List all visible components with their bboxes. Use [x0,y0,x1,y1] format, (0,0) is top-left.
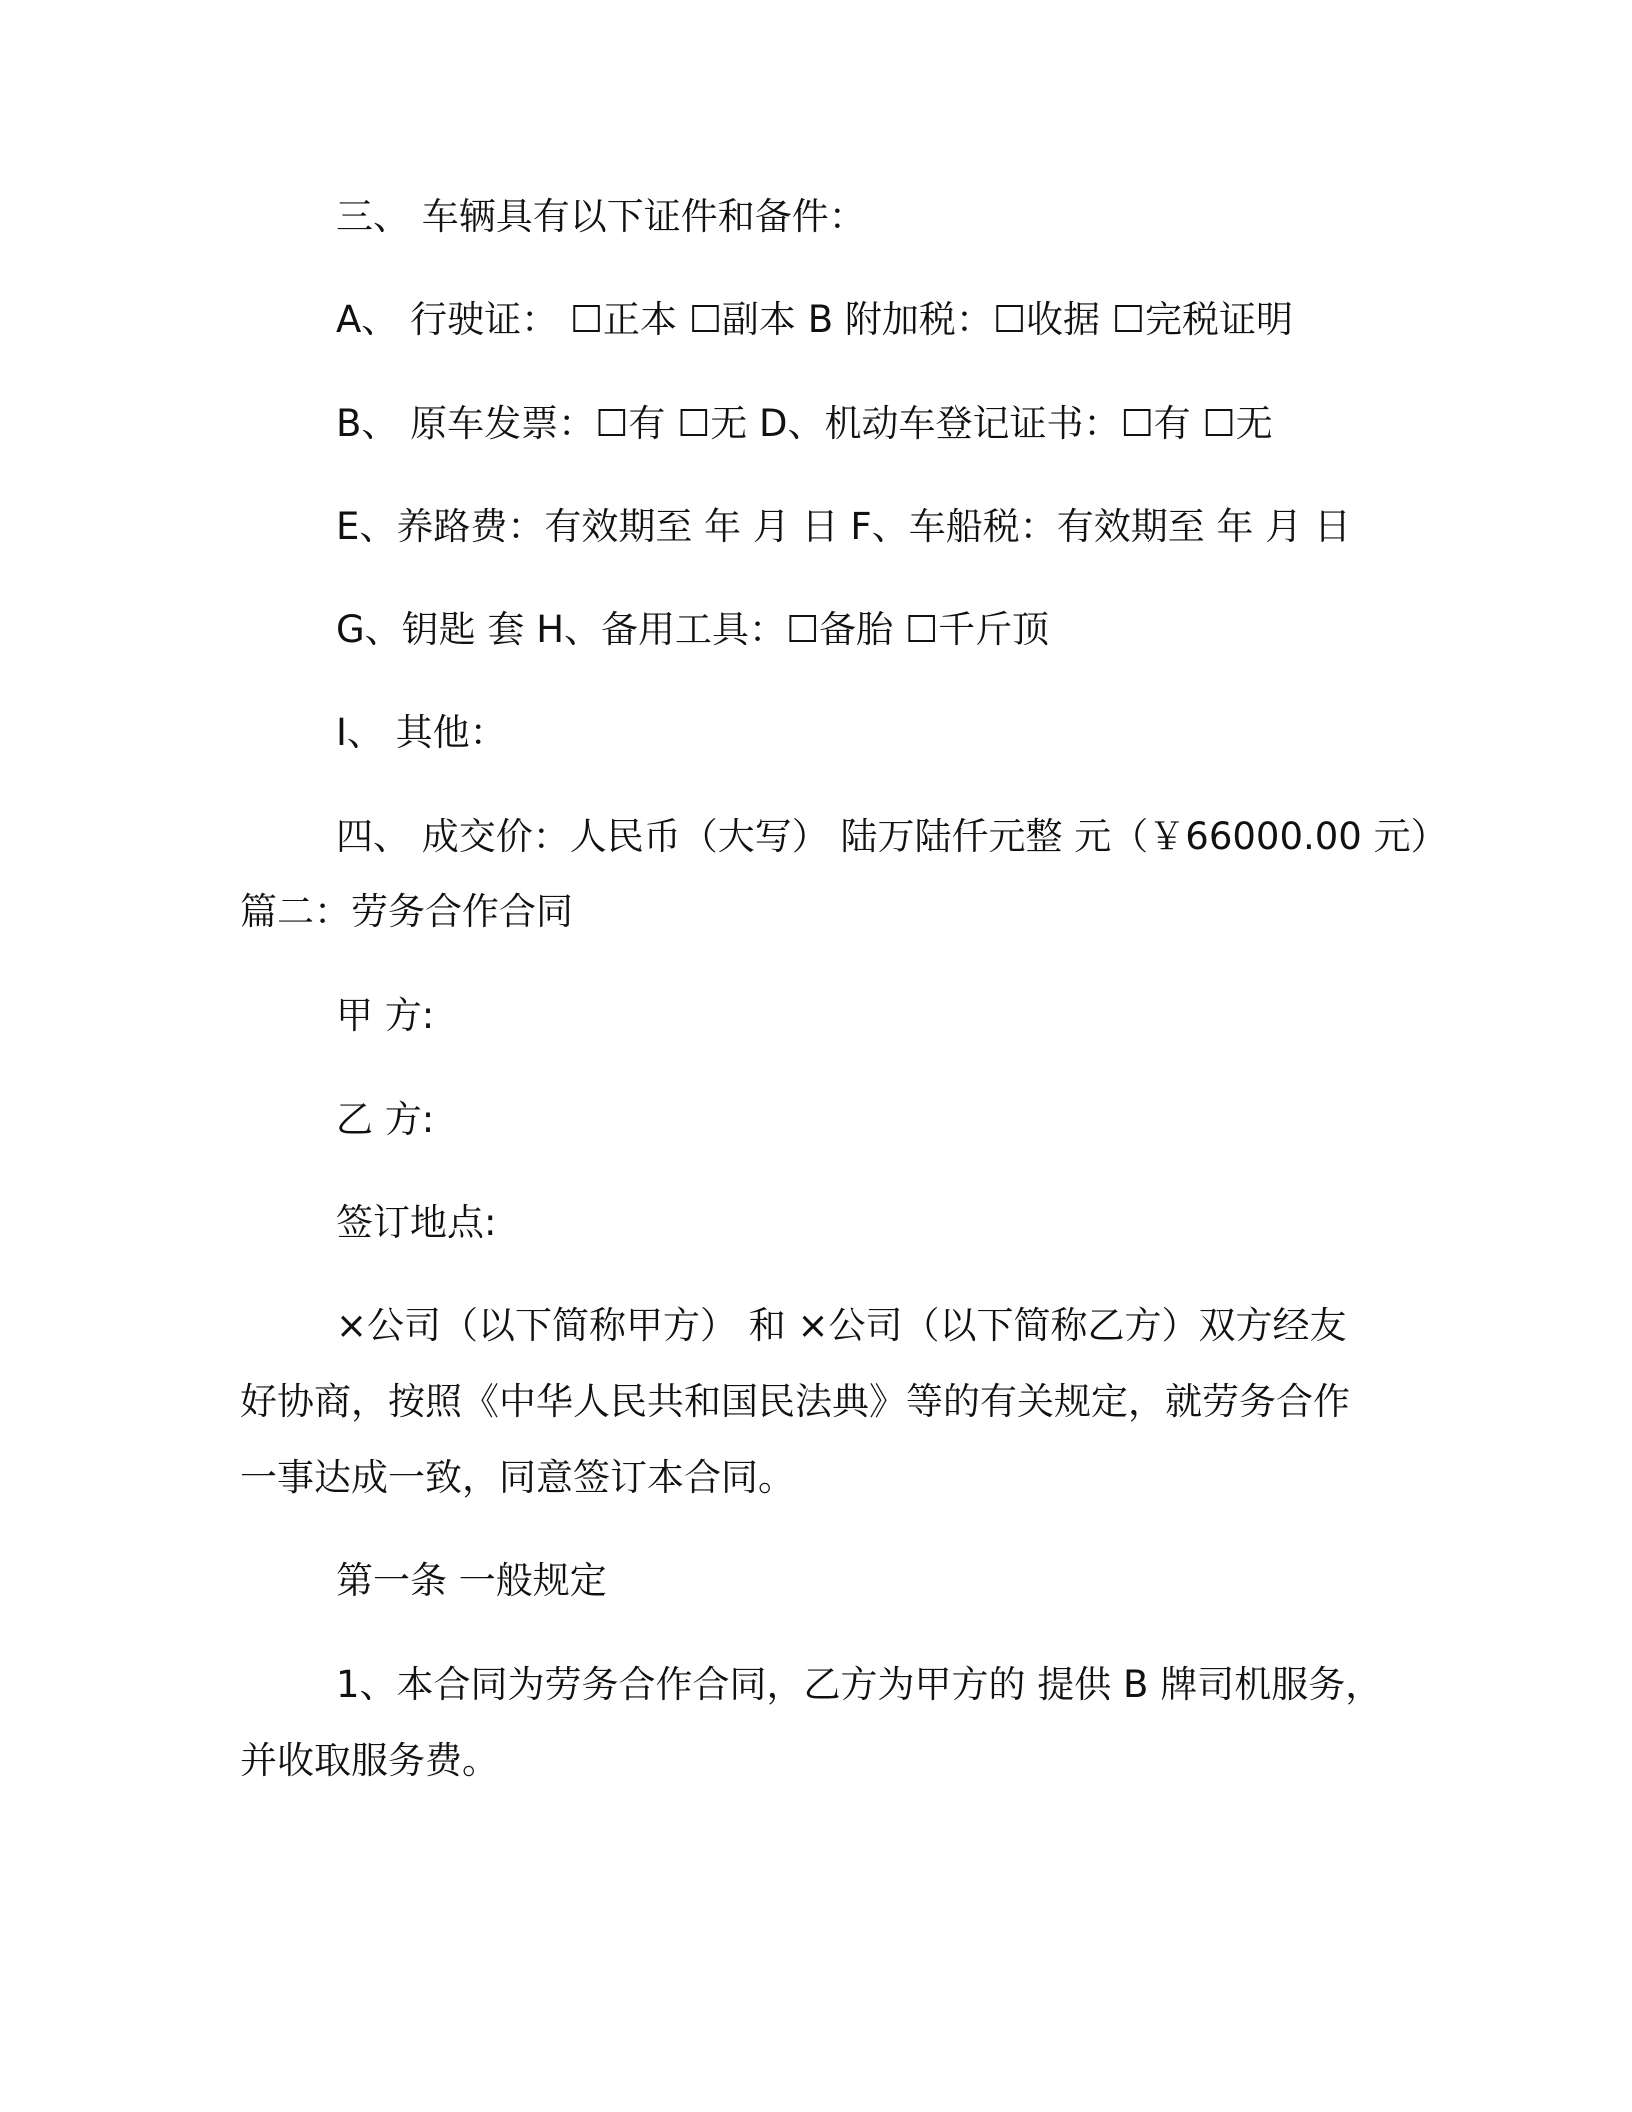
part-two-title: 篇二：劳务合作合同 [240,890,573,933]
article-one-heading: 第一条 一般规定 [336,1559,607,1602]
intro-paragraph-line-3: 一事达成一致，同意签订本合同。 [240,1456,795,1499]
item-i-other: I、 其他： [336,711,507,754]
article-one-clause-1-line-1: 1、本合同为劳务合作合同，乙方为甲方的 提供 B 牌司机服务， [336,1663,1383,1706]
party-b-label: 乙 方: [336,1098,435,1141]
item-e-road-fee: E、养路费：有效期至 年 月 日 F、车船税：有效期至 年 月 日 [336,505,1351,548]
intro-paragraph-line-2: 好协商，按照《中华人民共和国民法典》等的有关规定，就劳务合作 [240,1380,1350,1423]
section-three-heading: 三、 车辆具有以下证件和备件： [336,195,866,238]
intro-paragraph-line-1: ×公司（以下简称甲方） 和 ×公司（以下简称乙方）双方经友 [336,1304,1347,1347]
item-g-keys-tools: G、钥匙 套 H、备用工具：☐备胎 ☐千斤顶 [336,608,1050,651]
article-one-clause-1-line-2: 并收取服务费。 [240,1739,499,1782]
section-four-price: 四、 成交价：人民币（大写） 陆万陆仟元整 元（￥66000.00 元） [336,815,1448,858]
item-a-driving-license: A、 行驶证： ☐正本 ☐副本 B 附加税：☐收据 ☐完税证明 [336,298,1293,341]
signing-location-label: 签订地点: [336,1201,497,1244]
item-b-original-invoice: B、 原车发票：☐有 ☐无 D、机动车登记证书：☐有 ☐无 [336,402,1273,445]
party-a-label: 甲 方: [336,994,435,1037]
